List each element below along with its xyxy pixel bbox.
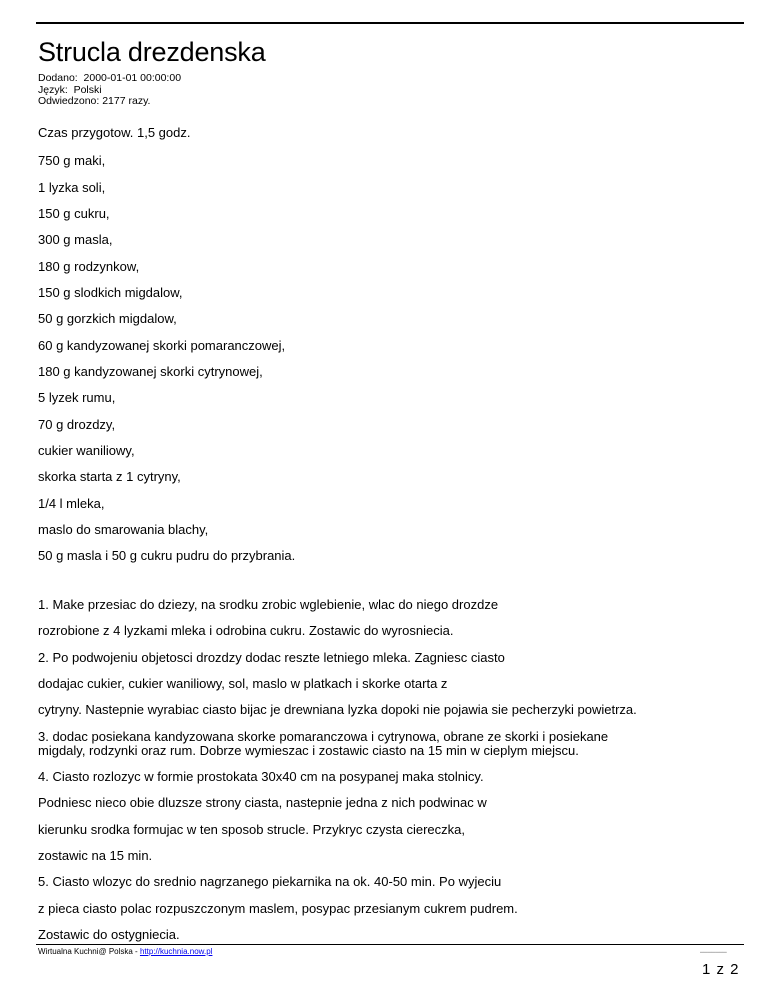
ingredient-item: 750 g maki, (38, 153, 106, 168)
ingredient-item: 60 g kandyzowanej skorki pomaranczowej, (38, 338, 286, 353)
ingredient-item: skorka starta z 1 cytryny, (38, 469, 181, 484)
meta-added: Dodano: 2000-01-01 00:00:00 (38, 72, 182, 84)
instruction-line: 2. Po podwojeniu objetosci drozdzy dodac reszte letniego mleka. Zagniesc ciasto (38, 650, 505, 665)
ingredient-item: 300 g masla, (38, 232, 113, 247)
footer-site-link[interactable]: http://kuchnia.now.pl (139, 947, 213, 956)
instruction-line: Zostawic do ostygniecia. (38, 927, 180, 942)
top-divider (36, 22, 744, 24)
ingredient-item: 180 g rodzynkow, (38, 259, 140, 274)
footer-divider (36, 944, 744, 945)
ingredient-item: 150 g slodkich migdalow, (38, 285, 183, 300)
footer-site-name: Wirtualna Kuchni@ Polska - (38, 947, 140, 956)
instruction-line: dodajac cukier, cukier waniliowy, sol, maslo w platkach i skorke otarta z (38, 676, 448, 691)
recipe-meta (38, 73, 181, 108)
instruction-line: 4. Ciasto rozlozyc w formie prostokata 30x40 cm na posypanej maka stolnicy. (38, 769, 484, 784)
page-title: Strucla drezdenska (38, 37, 266, 67)
instruction-line: zostawic na 15 min. (38, 848, 153, 863)
ingredient-item: 5 lyzek rumu, (38, 390, 116, 405)
instruction-line: cytryny. Nastepnie wyrabiac ciasto bijac je drewniana lyzka dopoki nie pojawia sie pecherzyki powietrza. (38, 702, 637, 717)
footer (38, 947, 212, 957)
instruction-line: Podniesc nieco obie dluzsze strony ciasta, nastepnie jedna z nich podwinac w (38, 795, 487, 810)
ingredient-item: 1/4 l mleka, (38, 496, 105, 511)
meta-visited: Odwiedzono: 2177 razy. (38, 95, 151, 107)
ingredient-item: 70 g drozdzy, (38, 417, 116, 432)
ingredient-item: 1 lyzka soli, (38, 180, 106, 195)
ingredient-item: 50 g gorzkich migdalow, (38, 311, 177, 326)
meta-language: Język: Polski (38, 83, 102, 96)
ingredient-item: 180 g kandyzowanej skorki cytrynowej, (38, 364, 263, 379)
instruction-line: migdaly, rodzynki oraz rum. Dobrze wymieszac i zostawic ciasto na 15 min w cieplym miejscu. (38, 743, 579, 758)
ingredient-item: 150 g cukru, (38, 206, 110, 221)
instruction-line: 1. Make przesiac do dziezy, na srodku zrobic wglebienie, wlac do niego drozdze (38, 597, 499, 612)
ingredient-item: maslo do smarowania blachy, (38, 522, 209, 537)
page-number: 1 z 2 (702, 961, 740, 978)
instruction-line: kierunku srodka formujac w ten sposob strucle. Przykryc czysta ciereczka, (38, 822, 465, 837)
prep-time: Czas przygotow. 1,5 godz. (38, 125, 191, 140)
footer-watermark: ▬▬▬▬▬▬▬ (700, 949, 727, 954)
ingredient-item: 50 g masla i 50 g cukru pudru do przybrania. (38, 548, 296, 563)
instruction-line: rozrobione z 4 lyzkami mleka i odrobina cukru. Zostawic do wyrosniecia. (38, 623, 454, 638)
instruction-line: z pieca ciasto polac rozpuszczonym maslem, posypac przesianym cukrem pudrem. (38, 901, 518, 916)
instruction-line: 3. dodac posiekana kandyzowana skorke pomaranczowa i cytrynowa, obrane ze skorki i posiekane (38, 729, 609, 744)
ingredient-item: cukier waniliowy, (38, 443, 135, 458)
instruction-line: 5. Ciasto wlozyc do srednio nagrzanego piekarnika na ok. 40-50 min. Po wyjeciu (38, 874, 502, 889)
